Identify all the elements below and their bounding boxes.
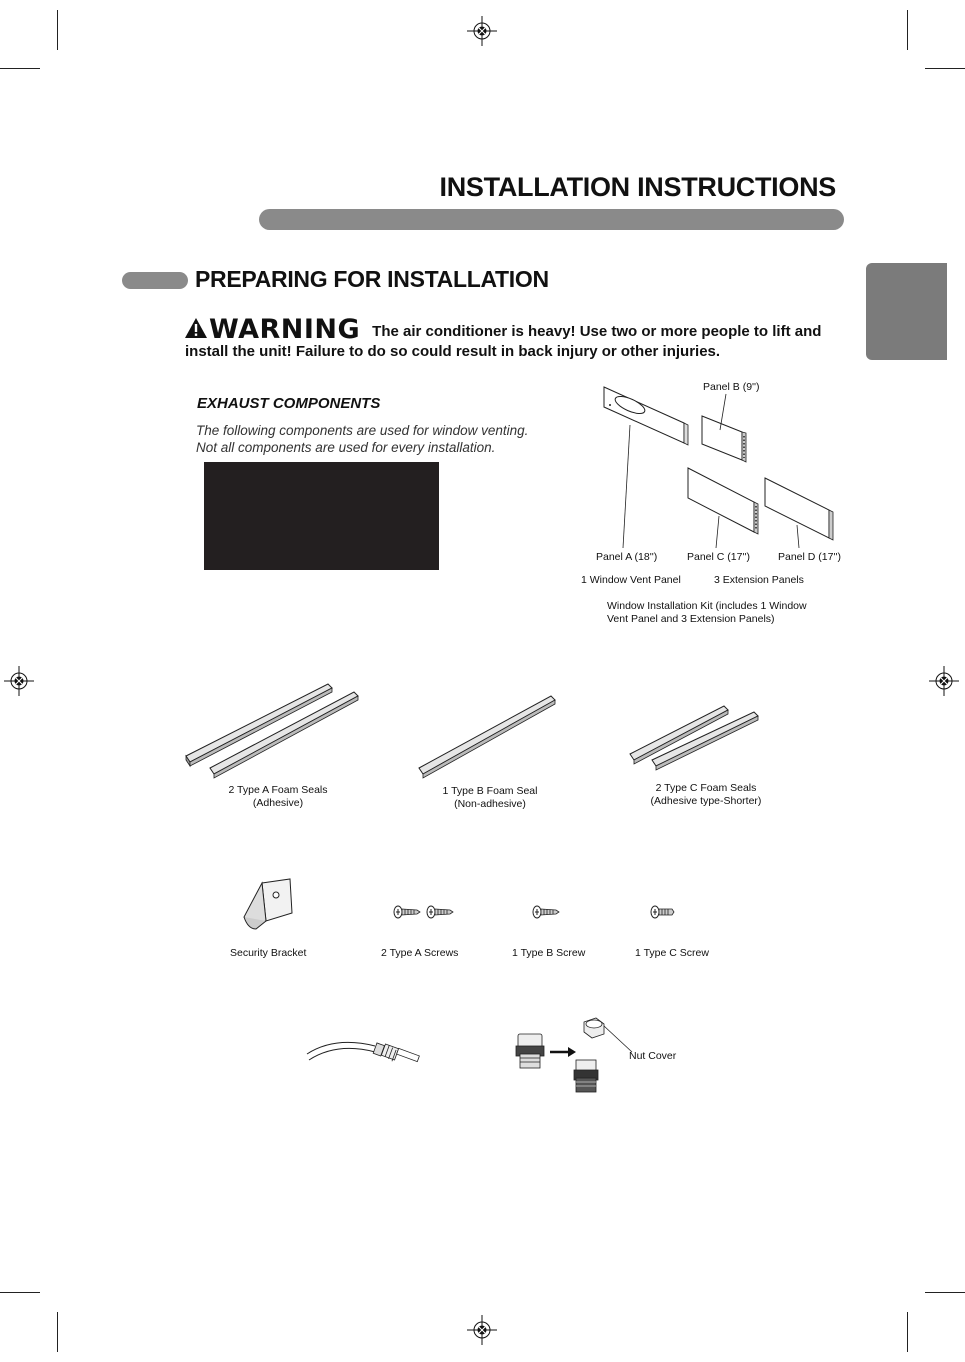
exhaust-title: EXHAUST COMPONENTS bbox=[197, 395, 381, 412]
nut-cover-label: Nut Cover bbox=[629, 1050, 677, 1062]
type-b-foam-seal-illustration bbox=[415, 692, 565, 782]
page-title: INSTALLATION INSTRUCTIONS bbox=[439, 172, 836, 202]
extension-panels-label: 3 Extension Panels bbox=[714, 574, 804, 586]
type-c-foam-seals-illustration bbox=[626, 702, 766, 772]
type-c-screw-label: 1 Type C Screw bbox=[635, 947, 709, 959]
type-b-seal-label bbox=[412, 785, 568, 811]
screw-icon bbox=[650, 904, 678, 920]
nut-cover-part bbox=[584, 1018, 604, 1038]
panel-d-label: Panel D (17'') bbox=[778, 551, 841, 563]
drain-hose-illustration bbox=[305, 1030, 425, 1080]
fitting-right bbox=[574, 1060, 598, 1092]
kit-label-line1: Window Installation Kit (includes 1 Window bbox=[607, 600, 807, 612]
screw-icon bbox=[426, 904, 454, 920]
registration-mark-icon bbox=[929, 666, 959, 696]
screw-icon bbox=[532, 904, 560, 920]
type-b-screw-label: 1 Type B Screw bbox=[512, 947, 586, 959]
panel-a-label: Panel A (18'') bbox=[596, 551, 658, 563]
section-title: PREPARING FOR INSTALLATION bbox=[195, 266, 549, 292]
type-b-seal-label-line1: 1 Type B Foam Seal bbox=[442, 785, 538, 797]
exhaust-desc-line1: The following components are used for window venting. bbox=[196, 423, 529, 438]
vent-panel-label: 1 Window Vent Panel bbox=[581, 574, 681, 586]
type-c-seals-label bbox=[628, 782, 784, 808]
type-c-seals-label-line2: (Adhesive type-Shorter) bbox=[650, 795, 762, 807]
registration-mark-icon bbox=[4, 666, 34, 696]
drain-fitting-assembly-illustration bbox=[512, 1016, 632, 1096]
kit-label-line2: Vent Panel and 3 Extension Panels) bbox=[607, 613, 775, 625]
warning-word: WARNING bbox=[209, 314, 361, 345]
panel-c-label: Panel C (17'') bbox=[687, 551, 750, 563]
security-bracket-illustration bbox=[242, 877, 302, 932]
registration-mark-icon bbox=[467, 1315, 497, 1345]
warning-text: The air conditioner is heavy! Use two or more people to lift and install the unit! Failure to do so could result in back injury or other injuries. bbox=[185, 323, 822, 360]
type-a-seals-label-line1: 2 Type A Foam Seals bbox=[228, 784, 328, 796]
crop-mark bbox=[925, 1292, 965, 1293]
crop-mark bbox=[0, 1292, 40, 1293]
type-a-foam-seals-illustration bbox=[182, 680, 372, 780]
exhaust-desc-line2: Not all components are used for every installation. bbox=[196, 440, 496, 455]
crop-mark bbox=[57, 1312, 58, 1352]
panel-leader-lines bbox=[0, 0, 965, 600]
type-a-screws-label: 2 Type A Screws bbox=[381, 947, 459, 959]
type-a-seals-label bbox=[200, 784, 356, 810]
security-bracket-label: Security Bracket bbox=[230, 947, 307, 959]
panel-b-label: Panel B (9'') bbox=[703, 381, 760, 393]
type-a-seals-label-line2: (Adhesive) bbox=[252, 797, 304, 809]
fitting-left bbox=[516, 1034, 544, 1068]
screw-icon bbox=[393, 904, 421, 920]
type-b-seal-label-line2: (Non-adhesive) bbox=[454, 798, 526, 810]
crop-mark bbox=[907, 1312, 908, 1352]
type-c-seals-label-line1: 2 Type C Foam Seals bbox=[655, 782, 757, 794]
